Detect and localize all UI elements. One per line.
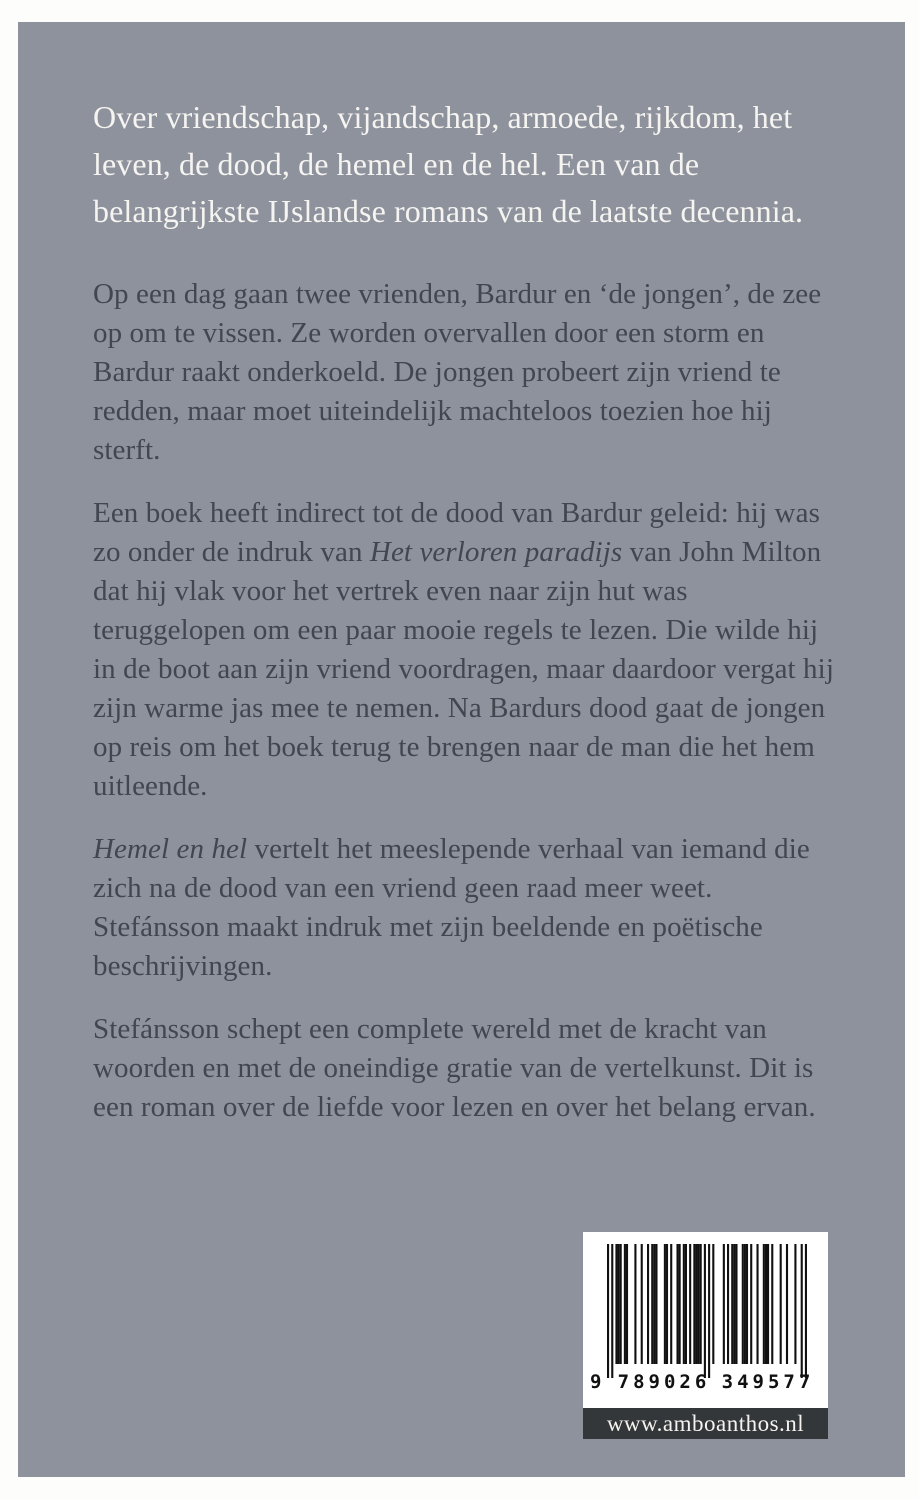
isbn-lead-digit: 9	[590, 1371, 602, 1393]
barcode-area	[583, 1232, 828, 1408]
isbn-group-2: 349577	[721, 1371, 815, 1393]
isbn-digits	[583, 1368, 828, 1398]
publisher-website-label: www.amboanthos.nl	[606, 1410, 805, 1436]
paragraph-text: van John Milton dat hij vlak voor het vertrek even naar zijn hut was teruggelopen om een paar mooie regels te lezen. Die wilde hij in de boot aan zijn vriend voordragen, maar daardoor vergat hij zijn warme jas mee te nemen. Na Bardurs dood gaat de jongen op reis om het boek terug te brengen naar de man die het hem uitleende.	[93, 536, 834, 802]
paragraph-text: vertelt het meeslepende verhaal van iemand die zich na de dood van een vriend geen raad meer weet. Stefánsson maakt indruk met zijn beeldende en poëtische beschrijvingen.	[93, 833, 810, 982]
book-cover-background	[18, 22, 905, 1477]
blurb-text-block	[93, 94, 835, 1151]
book-title-italic: Hemel en hel	[93, 833, 248, 865]
paragraph-text: Stefánsson schept een complete wereld met de kracht van woorden en met de oneindige gratie van de vertelkunst. Dit is een roman over de liefde voor lezen en over het belang ervan.	[93, 1013, 816, 1123]
body-paragraph-4	[93, 1010, 835, 1127]
body-paragraph-2	[93, 494, 835, 806]
barcode-panel	[583, 1232, 828, 1439]
book-title-italic: Het verloren paradijs	[369, 536, 623, 568]
intro-paragraph-text: Over vriendschap, vijandschap, armoede, rijkdom, het leven, de dood, de hemel en de hel. Een van de belangrijkste IJslandse romans van de laatste decennia.	[93, 99, 804, 229]
paragraph-text: Een boek heeft indirect tot de dood van Bardur geleid: hij was zo onder de indruk van	[93, 497, 820, 568]
isbn-group-1: 789026	[617, 1371, 711, 1393]
barcode-image	[607, 1244, 807, 1378]
body-paragraph-1	[93, 275, 835, 470]
publisher-website-bar	[583, 1408, 828, 1439]
intro-paragraph	[93, 94, 835, 235]
paragraph-text: Op een dag gaan twee vrienden, Bardur en ‘de jongen’, de zee op om te vissen. Ze worden overvallen door een storm en Bardur raakt onderkoeld. De jongen probeert zijn vriend te redden, maar moet uiteindelijk machteloos toezien hoe hij sterft.	[93, 278, 822, 466]
body-paragraph-3	[93, 830, 835, 986]
